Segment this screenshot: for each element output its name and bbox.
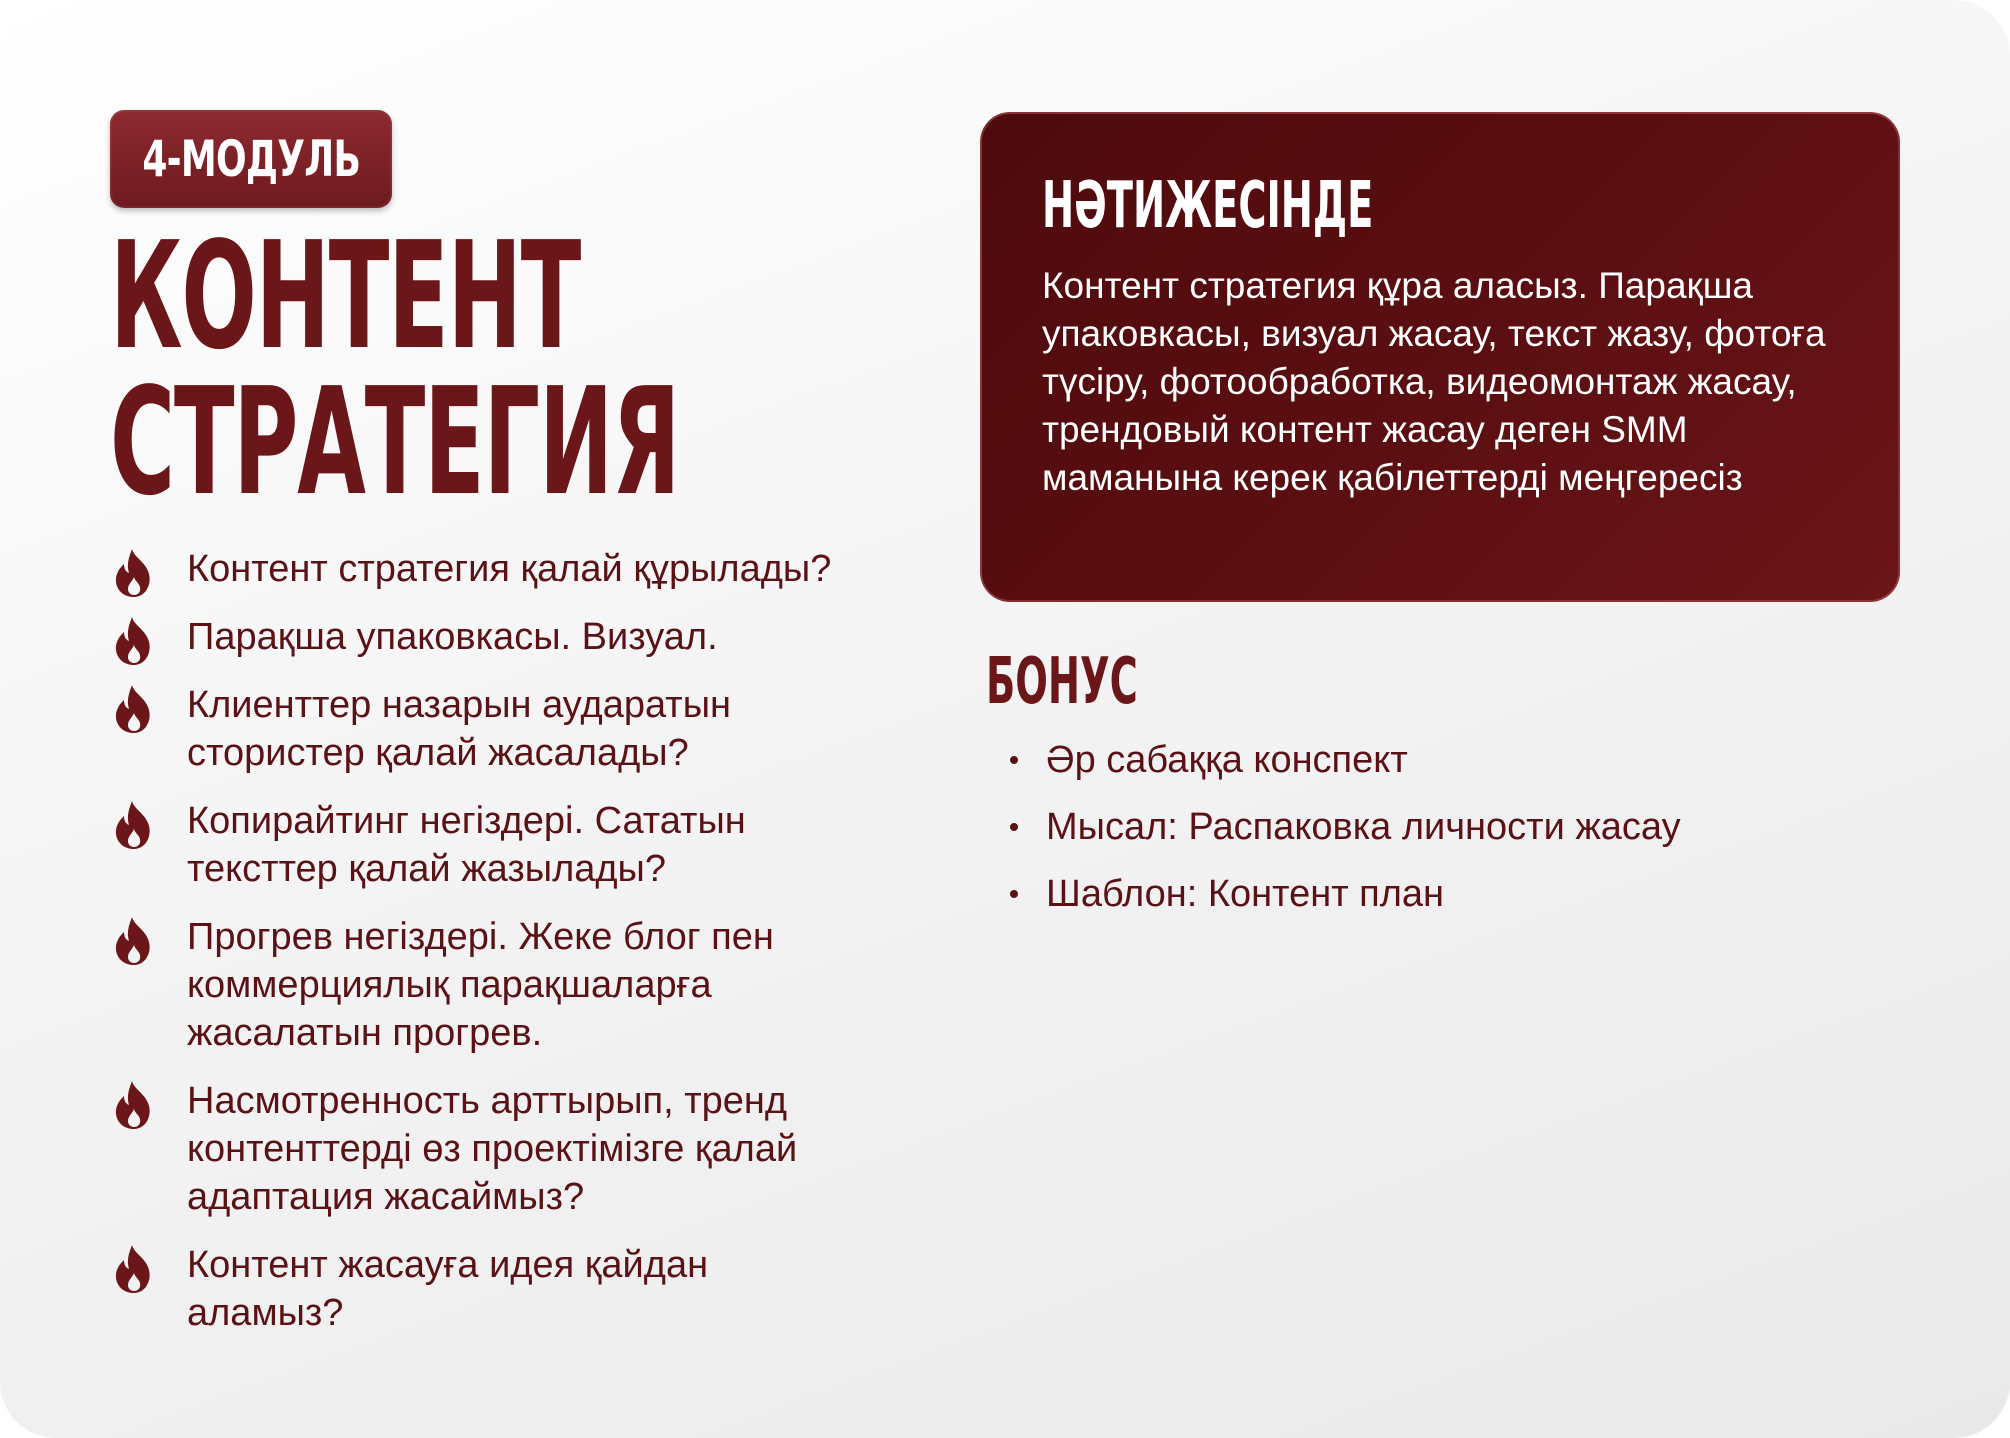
bullet-dot-icon	[1010, 890, 1018, 898]
module-badge	[110, 110, 392, 208]
bonus-item-text: Мысал: Распаковка личности жасау	[1046, 806, 1681, 848]
bonus-item	[1010, 803, 1681, 851]
bonus-item	[1010, 736, 1681, 784]
topic-text: Прогрев негіздері. Жеке блог пен коммерциялық парақшаларға жасалатын прогрев.	[187, 916, 774, 1054]
topic-text: Контент стратегия қалай құрылады?	[187, 548, 832, 590]
topic-item	[110, 1077, 887, 1221]
bullet-dot-icon	[1010, 756, 1018, 764]
topic-text: Парақша упаковкасы. Визуал.	[187, 616, 718, 658]
topic-text: Насмотренность арттырып, тренд контенттерді өз проектімізге қалай адаптация жасаймыз?	[187, 1080, 798, 1218]
flame-icon	[110, 615, 158, 667]
flame-icon	[110, 683, 158, 735]
flame-icon	[110, 799, 158, 851]
flame-icon	[110, 1079, 158, 1131]
topic-item	[110, 1241, 807, 1337]
flame-icon	[110, 915, 158, 967]
topic-item	[110, 613, 910, 661]
topic-item	[110, 797, 837, 893]
topic-item	[110, 913, 827, 1057]
topic-text: Копирайтинг негіздері. Сататын тексттер қалай жазылады?	[187, 800, 746, 890]
topic-list	[110, 545, 910, 1357]
flame-icon	[110, 1243, 158, 1295]
result-panel	[980, 112, 1900, 602]
bonus-item-text: Шаблон: Контент план	[1046, 873, 1445, 915]
flame-icon	[110, 547, 158, 599]
bullet-dot-icon	[1010, 823, 1018, 831]
bonus-list	[1010, 736, 1681, 937]
page-title-line-1: КОНТЕНТ	[110, 210, 581, 382]
page-title-line-2: СТРАТЕГИЯ	[110, 356, 680, 528]
bonus-title: БОНУС	[986, 645, 1138, 719]
bonus-item	[1010, 870, 1681, 918]
result-title: НӘТИЖЕСІНДЕ	[1042, 169, 1374, 243]
topic-text: Контент жасауға идея қайдан аламыз?	[187, 1244, 709, 1334]
topic-item	[110, 681, 807, 777]
bonus-item-text: Әр сабаққа конспект	[1046, 739, 1408, 781]
result-text: Контент стратегия құра аласыз. Парақша упаковкасы, визуал жасау, текст жазу, фотоға түсіру, фотообработка, видеомонтаж жасау, трендовый контент жасау деген SMM маманына керек қабілеттерді меңгересіз	[1042, 265, 1826, 498]
topic-item	[110, 545, 910, 593]
module-badge-label: 4-МОДУЛЬ	[142, 130, 360, 188]
topic-text: Клиенттер назарын аударатын стористер қалай жасалады?	[187, 684, 731, 774]
